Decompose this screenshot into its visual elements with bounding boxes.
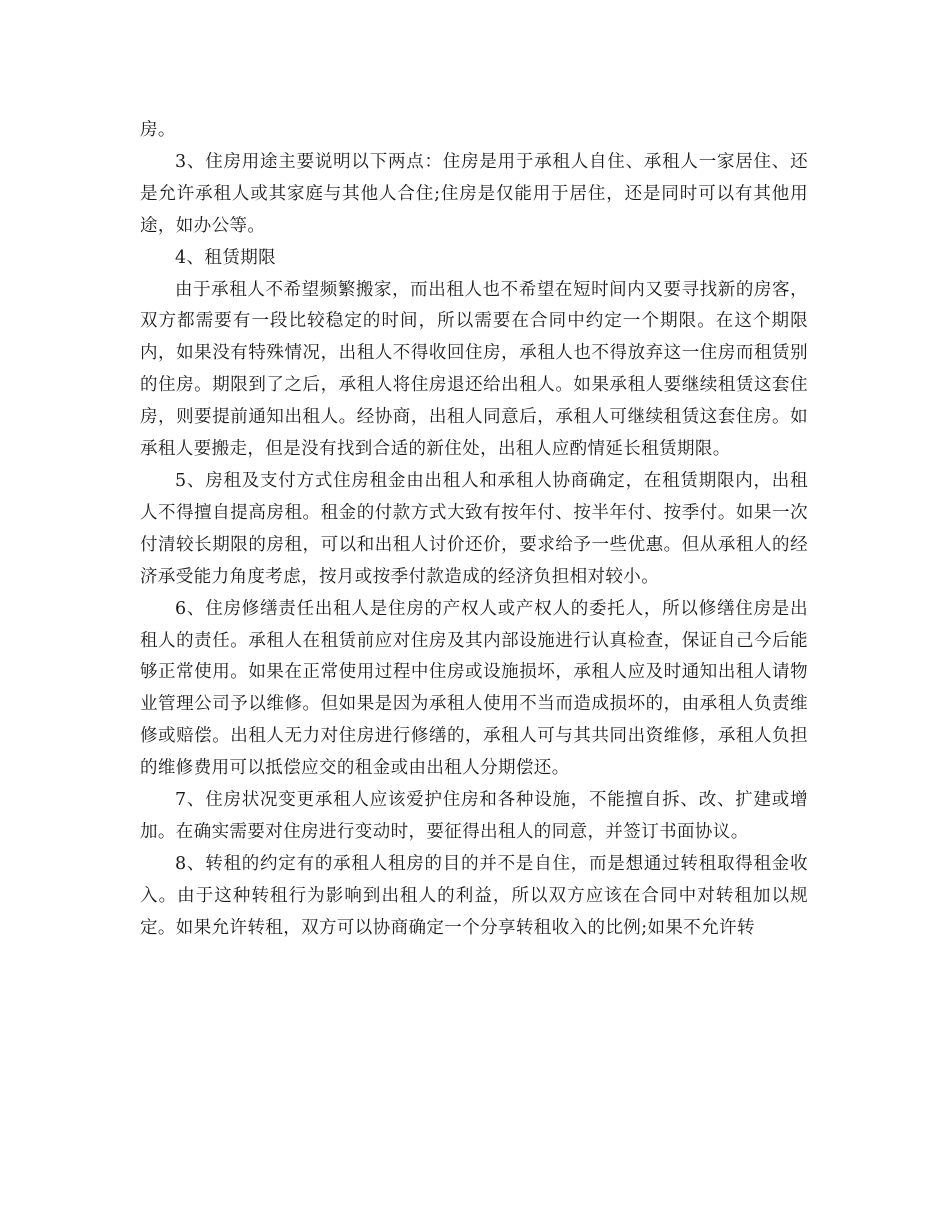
paragraph-sublease: 8、转租的约定有的承租人租房的目的并不是自住，而是想通过转租取得租金收入。由于这种转租行为影响到出租人的利益，所以双方应该在合同中对转租加以规定。如果允许转租，双方可以协商确定一个分享转租收入的比例;如果不允许转	[140, 853, 808, 938]
paragraph-rent-payment: 5、房租及支付方式住房租金由出租人和承租人协商确定，在租赁期限内，出租人不得擅自提高房租。租金的付款方式大致有按年付、按半年付、按季付。如果一次付清较长期限的房租，可以和出租人讨价还价，要求给予一些优惠。但从承租人的经济承受能力角度考虑，按月或按季付款造成的经济负担相对较小。	[140, 470, 808, 587]
paragraph-housing-use: 3、住房用途主要说明以下两点：住房是用于承租人自住、承租人一家居住、还是允许承租人或其家庭与其他人合住;住房是仅能用于居住，还是同时可以有其他用途，如办公等。	[140, 151, 808, 236]
paragraph-continuation: 房。	[140, 120, 176, 140]
paragraph-repair-responsibility: 6、住房修缮责任出租人是住房的产权人或产权人的委托人，所以修缮住房是出租人的责任。承租人在租赁前应对住房及其内部设施进行认真检查，保证自己今后能够正常使用。如果在正常使用过程中住房或设施损坏，承租人应及时通知出租人请物业管理公司予以维修。但如果是因为承租人使用不当而造成损坏的，由承租人负责维修或赔偿。出租人无力对住房进行修缮的，承租人可与其共同出资维修，承租人负担的维修费用可以抵偿应交的租金或由出租人分期偿还。	[140, 598, 808, 779]
paragraph-lease-term: 由于承租人不希望频繁搬家，而出租人也不希望在短时间内又要寻找新的房客，双方都需要有一段比较稳定的时间，所以需要在合同中约定一个期限。在这个期限内，如果没有特殊情况，出租人不得收回住房，承租人也不得放弃这一住房而租赁别的住房。期限到了之后，承租人将住房退还给出租人。如果承租人要继续租赁这套住房，则要提前通知出租人。经协商，出租人同意后，承租人可继续租赁这套住房。如承租人要搬走，但是没有找到合适的新住处，出租人应酌情延长租赁期限。	[140, 279, 808, 460]
heading-lease-term: 4、租赁期限	[175, 247, 277, 268]
paragraph-housing-changes: 7、住房状况变更承租人应该爱护住房和各种设施，不能擅自拆、改、扩建或增加。在确实需要对住房进行变动时，要征得出租人的同意，并签订书面协议。	[140, 790, 808, 842]
document-body	[140, 115, 808, 945]
